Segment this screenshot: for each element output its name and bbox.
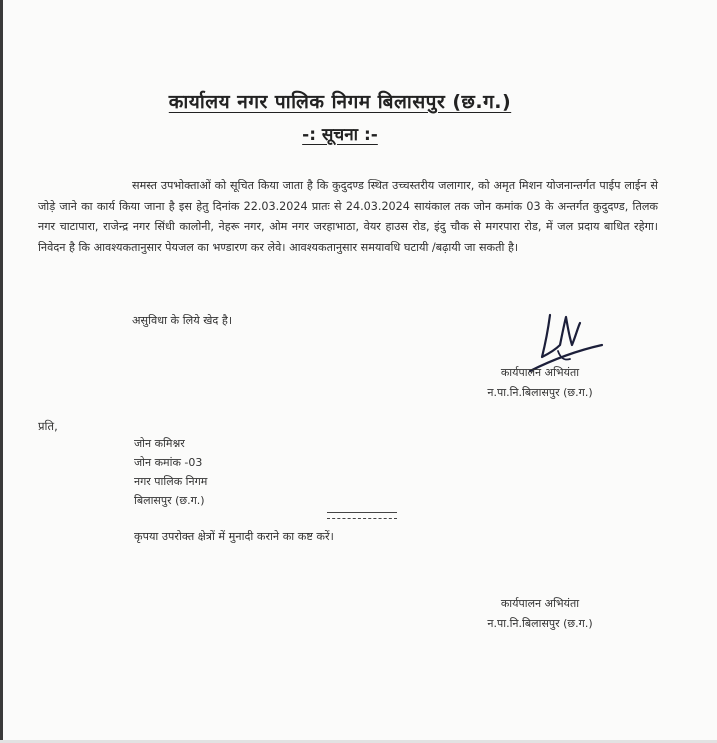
regret-line: असुविधा के लिये खेद है। [132, 314, 233, 327]
recipient-line: बिलासपुर (छ.ग.) [134, 494, 205, 507]
signatory-title: कार्यपालन अभियंता [500, 597, 580, 610]
request-line: कृपया उपरोक्त क्षेत्रों में मुनादी कराने का कष्ट करें। [134, 530, 334, 543]
signatory-block-top [455, 363, 625, 403]
section-divider [327, 512, 397, 519]
recipient-list [134, 434, 207, 510]
page-edge-left [0, 0, 3, 743]
recipient-line: जोन कमिश्नर [134, 437, 185, 450]
recipient-line: जोन कमांक -03 [134, 456, 203, 469]
signatory-title: कार्यपालन अभियंता [500, 366, 580, 379]
office-heading: कार्यालय नगर पालिक निगम बिलासपुर (छ.ग.) [168, 91, 512, 113]
signatory-office: न.पा.नि.बिलासपुर (छ.ग.) [487, 386, 593, 399]
prati-label: प्रति, [38, 419, 58, 433]
signatory-block-bottom [455, 594, 625, 634]
notice-title: -: सूचना :- [302, 125, 378, 145]
notice-body-paragraph: समस्त उपभोक्ताओं को सूचित किया जाता है कि कुदुदण्ड स्थित उच्चस्तरीय जलागार, को अमृत मिशन योजनान्तर्गत पाईप लाईन से जोड़े जाने का कार्य किया जाना है इस हेतु दिनांक 22.03.2024 प्रातः से 24.03.2024 सायंकाल तक जोन कमांक 03 के अन्तर्गत कुदुदण्ड, तिलक नगर चाटापारा, राजेन्द्र नगर सिंधी कालोनी, नेहरू नगर, ओम नगर जरहाभाठा, वेयर हाउस रोड, इंदु चौक से मगरपारा रोड, में जल प्रदाय बाधित रहेगा। निवेदन है कि आवश्यकतानुसार पेयजल का भण्डारण कर लेवे। आवश्यकतानुसार समयावधि घटायी /बढ़ायी जा सकती है। [38, 179, 658, 254]
notice-body [38, 176, 658, 258]
recipient-line: नगर पालिक निगम [134, 475, 208, 488]
signatory-office: न.पा.नि.बिलासपुर (छ.ग.) [487, 617, 593, 630]
